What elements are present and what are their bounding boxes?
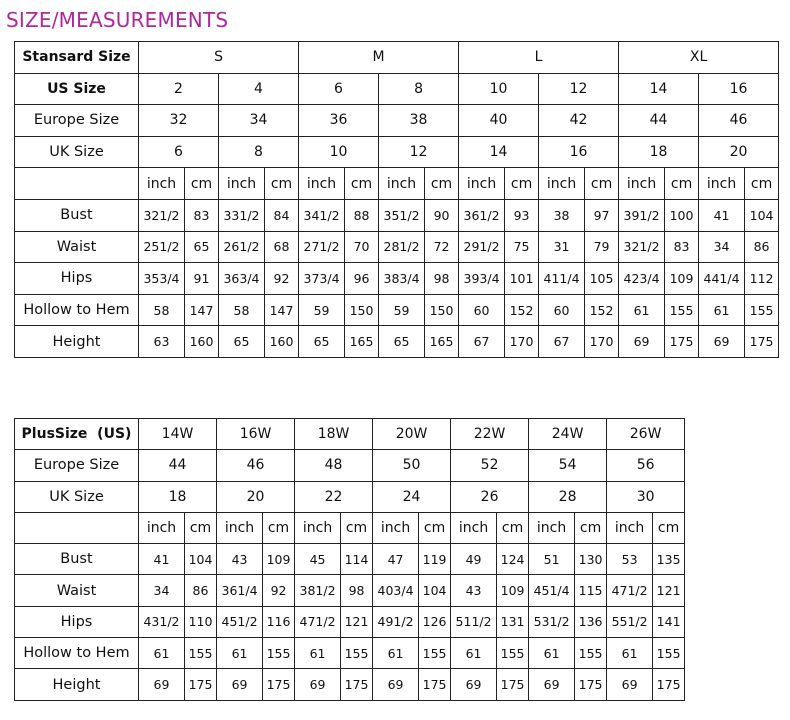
unit-inch-cell: inch <box>539 168 585 200</box>
unit-cm-cell: cm <box>653 512 685 543</box>
measurement-value: 61 <box>451 638 497 669</box>
unit-cm-cell: cm <box>263 512 295 543</box>
europe-size-cell: 36 <box>299 105 379 137</box>
uk-size-cell: 26 <box>451 481 529 512</box>
measurement-value: 155 <box>745 294 779 326</box>
measurement-value: 69 <box>529 669 575 700</box>
measurement-value: 175 <box>665 326 699 358</box>
us-size-cell: 10 <box>459 73 539 105</box>
measurement-value: 281/2 <box>379 231 425 263</box>
plus-measurement-row <box>15 669 765 700</box>
measurement-value: 41 <box>699 199 745 231</box>
measurement-label: Height <box>15 326 139 358</box>
measurement-value: 86 <box>185 575 217 606</box>
measurement-value: 152 <box>505 294 539 326</box>
us-size-cell: 12 <box>539 73 619 105</box>
measurement-label: Hips <box>15 606 139 637</box>
measurement-value: 69 <box>373 669 419 700</box>
size-group-cell: XL <box>619 42 779 74</box>
plus-europe-size-row <box>15 450 765 481</box>
measurement-value: 59 <box>299 294 345 326</box>
europe-size-cell: 50 <box>373 450 451 481</box>
measurement-value: 70 <box>345 231 379 263</box>
us-size-cell: 14 <box>619 73 699 105</box>
uk-size-cell: 30 <box>607 481 685 512</box>
page-title: SIZE/MEASUREMENTS <box>6 8 229 32</box>
measurement-value: 109 <box>665 263 699 295</box>
europe-size-cell: 34 <box>219 105 299 137</box>
measurement-value: 531/2 <box>529 606 575 637</box>
measurement-value: 68 <box>265 231 299 263</box>
measurement-value: 136 <box>575 606 607 637</box>
measurement-value: 69 <box>619 326 665 358</box>
measurement-value: 69 <box>139 669 185 700</box>
measurement-value: 58 <box>139 294 185 326</box>
europe-size-cell: 32 <box>139 105 219 137</box>
plus-us-size-cell: 22W <box>451 419 529 450</box>
measurement-value: 105 <box>585 263 619 295</box>
us-size-cell: 4 <box>219 73 299 105</box>
measurement-value: 431/2 <box>139 606 185 637</box>
measurement-value: 72 <box>425 231 459 263</box>
measurement-value: 65 <box>299 326 345 358</box>
unit-inch-cell: inch <box>619 168 665 200</box>
europe-size-cell: 38 <box>379 105 459 137</box>
measurement-value: 175 <box>497 669 529 700</box>
measurement-value: 175 <box>419 669 451 700</box>
plus-size-label: PlusSize (US) <box>15 419 139 450</box>
measurement-value: 361/2 <box>459 199 505 231</box>
measurement-value: 65 <box>185 231 219 263</box>
plus-measurement-row <box>15 638 765 669</box>
measurement-value: 96 <box>345 263 379 295</box>
measurement-value: 291/2 <box>459 231 505 263</box>
measurement-value: 141 <box>653 606 685 637</box>
measurement-value: 69 <box>451 669 497 700</box>
unit-cm-cell: cm <box>505 168 539 200</box>
europe-size-row <box>15 105 779 137</box>
measurement-value: 155 <box>653 638 685 669</box>
measurement-value: 251/2 <box>139 231 185 263</box>
measurement-value: 61 <box>529 638 575 669</box>
unit-inch-cell: inch <box>217 512 263 543</box>
unit-row <box>15 168 779 200</box>
measurement-value: 58 <box>219 294 265 326</box>
unit-cm-cell: cm <box>419 512 451 543</box>
unit-cm-cell: cm <box>185 512 217 543</box>
measurement-value: 67 <box>539 326 585 358</box>
unit-row-blank <box>15 512 139 543</box>
measurement-value: 471/2 <box>295 606 341 637</box>
measurement-value: 155 <box>341 638 373 669</box>
unit-cm-cell: cm <box>265 168 299 200</box>
measurement-row <box>15 326 779 358</box>
europe-size-cell: 44 <box>619 105 699 137</box>
measurement-value: 60 <box>539 294 585 326</box>
measurement-row <box>15 231 779 263</box>
measurement-value: 101 <box>505 263 539 295</box>
measurement-value: 124 <box>497 544 529 575</box>
measurement-value: 69 <box>699 326 745 358</box>
measurement-value: 97 <box>585 199 619 231</box>
measurement-value: 104 <box>419 575 451 606</box>
measurement-value: 155 <box>665 294 699 326</box>
measurement-label: Height <box>15 669 139 700</box>
uk-size-cell: 22 <box>295 481 373 512</box>
unit-cm-cell: cm <box>345 168 379 200</box>
measurement-value: 451/2 <box>217 606 263 637</box>
measurement-value: 61 <box>373 638 419 669</box>
europe-size-cell: 46 <box>699 105 779 137</box>
measurement-value: 86 <box>745 231 779 263</box>
uk-size-cell: 18 <box>619 136 699 168</box>
unit-cm-cell: cm <box>497 512 529 543</box>
measurement-row <box>15 199 779 231</box>
unit-cm-cell: cm <box>585 168 619 200</box>
measurement-label: Hollow to Hem <box>15 294 139 326</box>
us-size-cell: 6 <box>299 73 379 105</box>
measurement-value: 175 <box>263 669 295 700</box>
europe-size-cell: 54 <box>529 450 607 481</box>
europe-size-cell: 44 <box>139 450 217 481</box>
unit-cm-cell: cm <box>745 168 779 200</box>
uk-size-cell: 20 <box>217 481 295 512</box>
plus-us-size-row <box>15 419 765 450</box>
unit-inch-cell: inch <box>299 168 345 200</box>
measurement-value: 175 <box>745 326 779 358</box>
measurement-value: 114 <box>341 544 373 575</box>
unit-inch-cell: inch <box>139 168 185 200</box>
measurement-value: 109 <box>497 575 529 606</box>
measurement-value: 110 <box>185 606 217 637</box>
measurement-value: 116 <box>263 606 295 637</box>
measurement-value: 353/4 <box>139 263 185 295</box>
measurement-value: 363/4 <box>219 263 265 295</box>
measurement-value: 109 <box>263 544 295 575</box>
measurement-value: 131 <box>497 606 529 637</box>
measurement-value: 65 <box>219 326 265 358</box>
measurement-value: 160 <box>265 326 299 358</box>
uk-size-row <box>15 136 779 168</box>
plus-unit-row <box>15 512 765 543</box>
unit-inch-cell: inch <box>379 168 425 200</box>
measurement-value: 551/2 <box>607 606 653 637</box>
measurement-value: 381/2 <box>295 575 341 606</box>
uk-size-cell: 14 <box>459 136 539 168</box>
measurement-value: 351/2 <box>379 199 425 231</box>
europe-size-cell: 52 <box>451 450 529 481</box>
measurement-value: 83 <box>185 199 219 231</box>
measurement-value: 423/4 <box>619 263 665 295</box>
measurement-value: 104 <box>745 199 779 231</box>
europe-size-cell: 46 <box>217 450 295 481</box>
measurement-value: 98 <box>341 575 373 606</box>
measurement-value: 121 <box>341 606 373 637</box>
measurement-value: 341/2 <box>299 199 345 231</box>
unit-row-blank <box>15 168 139 200</box>
measurement-value: 51 <box>529 544 575 575</box>
measurement-value: 321/2 <box>619 231 665 263</box>
us-size-cell: 16 <box>699 73 779 105</box>
measurement-value: 61 <box>295 638 341 669</box>
measurement-value: 61 <box>699 294 745 326</box>
measurement-value: 175 <box>575 669 607 700</box>
measurement-value: 170 <box>585 326 619 358</box>
unit-cm-cell: cm <box>425 168 459 200</box>
measurement-value: 170 <box>505 326 539 358</box>
measurement-value: 67 <box>459 326 505 358</box>
size-label: Stansard Size <box>15 42 139 74</box>
measurement-value: 60 <box>459 294 505 326</box>
measurement-value: 165 <box>345 326 379 358</box>
plus-size-table <box>14 418 765 701</box>
uk-size-cell: 18 <box>139 481 217 512</box>
measurement-value: 38 <box>539 199 585 231</box>
measurement-label: Bust <box>15 199 139 231</box>
size-group-cell: L <box>459 42 619 74</box>
measurement-label: Hollow to Hem <box>15 638 139 669</box>
unit-inch-cell: inch <box>139 512 185 543</box>
measurement-label: Bust <box>15 544 139 575</box>
measurement-value: 471/2 <box>607 575 653 606</box>
measurement-value: 79 <box>585 231 619 263</box>
measurement-value: 84 <box>265 199 299 231</box>
europe-size-label: Europe Size <box>15 450 139 481</box>
plus-us-size-cell: 24W <box>529 419 607 450</box>
measurement-value: 31 <box>539 231 585 263</box>
uk-size-label: UK Size <box>15 481 139 512</box>
unit-inch-cell: inch <box>529 512 575 543</box>
unit-inch-cell: inch <box>373 512 419 543</box>
measurement-value: 271/2 <box>299 231 345 263</box>
measurement-value: 59 <box>379 294 425 326</box>
measurement-value: 383/4 <box>379 263 425 295</box>
unit-inch-cell: inch <box>699 168 745 200</box>
measurement-value: 61 <box>619 294 665 326</box>
plus-us-size-cell: 20W <box>373 419 451 450</box>
size-group-row <box>15 42 779 74</box>
measurement-value: 160 <box>185 326 219 358</box>
measurement-value: 165 <box>425 326 459 358</box>
us-size-label: US Size <box>15 73 139 105</box>
measurement-value: 451/4 <box>529 575 575 606</box>
unit-inch-cell: inch <box>607 512 653 543</box>
measurement-value: 112 <box>745 263 779 295</box>
measurement-value: 34 <box>139 575 185 606</box>
measurement-value: 98 <box>425 263 459 295</box>
unit-cm-cell: cm <box>341 512 373 543</box>
uk-size-cell: 6 <box>139 136 219 168</box>
measurement-value: 119 <box>419 544 451 575</box>
europe-size-label: Europe Size <box>15 105 139 137</box>
uk-size-cell: 28 <box>529 481 607 512</box>
measurement-value: 69 <box>295 669 341 700</box>
measurement-value: 49 <box>451 544 497 575</box>
plus-us-size-cell: 16W <box>217 419 295 450</box>
measurement-value: 147 <box>185 294 219 326</box>
measurement-value: 403/4 <box>373 575 419 606</box>
measurement-value: 261/2 <box>219 231 265 263</box>
measurement-value: 391/2 <box>619 199 665 231</box>
measurement-value: 47 <box>373 544 419 575</box>
measurement-value: 130 <box>575 544 607 575</box>
measurement-value: 126 <box>419 606 451 637</box>
measurement-value: 75 <box>505 231 539 263</box>
unit-inch-cell: inch <box>451 512 497 543</box>
us-size-row <box>15 73 779 105</box>
measurement-value: 88 <box>345 199 379 231</box>
measurement-value: 61 <box>607 638 653 669</box>
uk-size-cell: 20 <box>699 136 779 168</box>
measurement-value: 41 <box>139 544 185 575</box>
measurement-value: 491/2 <box>373 606 419 637</box>
uk-size-cell: 24 <box>373 481 451 512</box>
us-size-cell: 2 <box>139 73 219 105</box>
measurement-value: 155 <box>263 638 295 669</box>
measurement-value: 34 <box>699 231 745 263</box>
europe-size-cell: 56 <box>607 450 685 481</box>
measurement-value: 147 <box>265 294 299 326</box>
standard-size-table <box>14 41 779 358</box>
uk-size-cell: 10 <box>299 136 379 168</box>
measurement-value: 361/4 <box>217 575 263 606</box>
unit-inch-cell: inch <box>295 512 341 543</box>
measurement-value: 93 <box>505 199 539 231</box>
measurement-value: 135 <box>653 544 685 575</box>
measurement-row <box>15 294 779 326</box>
measurement-value: 411/4 <box>539 263 585 295</box>
measurement-value: 92 <box>263 575 295 606</box>
measurement-value: 69 <box>217 669 263 700</box>
measurement-value: 121 <box>653 575 685 606</box>
measurement-value: 321/2 <box>139 199 185 231</box>
measurement-value: 65 <box>379 326 425 358</box>
measurement-value: 373/4 <box>299 263 345 295</box>
measurement-value: 61 <box>217 638 263 669</box>
europe-size-cell: 48 <box>295 450 373 481</box>
measurement-value: 92 <box>265 263 299 295</box>
measurement-value: 100 <box>665 199 699 231</box>
measurement-value: 155 <box>575 638 607 669</box>
measurement-value: 175 <box>653 669 685 700</box>
measurement-value: 63 <box>139 326 185 358</box>
europe-size-cell: 40 <box>459 105 539 137</box>
measurement-value: 152 <box>585 294 619 326</box>
size-group-cell: M <box>299 42 459 74</box>
plus-measurement-row <box>15 575 765 606</box>
measurement-value: 155 <box>497 638 529 669</box>
plus-us-size-cell: 26W <box>607 419 685 450</box>
measurement-value: 115 <box>575 575 607 606</box>
measurement-value: 155 <box>419 638 451 669</box>
unit-cm-cell: cm <box>185 168 219 200</box>
plus-measurement-row <box>15 544 765 575</box>
measurement-value: 69 <box>607 669 653 700</box>
plus-uk-size-row <box>15 481 765 512</box>
measurement-value: 53 <box>607 544 653 575</box>
measurement-row <box>15 263 779 295</box>
blank-cell <box>685 419 765 701</box>
measurement-value: 393/4 <box>459 263 505 295</box>
measurement-label: Waist <box>15 231 139 263</box>
plus-us-size-cell: 14W <box>139 419 217 450</box>
us-size-cell: 8 <box>379 73 459 105</box>
uk-size-cell: 8 <box>219 136 299 168</box>
europe-size-cell: 42 <box>539 105 619 137</box>
unit-inch-cell: inch <box>459 168 505 200</box>
measurement-value: 91 <box>185 263 219 295</box>
measurement-value: 61 <box>139 638 185 669</box>
measurement-value: 43 <box>451 575 497 606</box>
plus-us-size-cell: 18W <box>295 419 373 450</box>
measurement-value: 150 <box>345 294 379 326</box>
unit-cm-cell: cm <box>665 168 699 200</box>
measurement-value: 175 <box>341 669 373 700</box>
measurement-value: 45 <box>295 544 341 575</box>
measurement-value: 511/2 <box>451 606 497 637</box>
measurement-label: Hips <box>15 263 139 295</box>
size-group-cell: S <box>139 42 299 74</box>
measurement-value: 331/2 <box>219 199 265 231</box>
measurement-value: 441/4 <box>699 263 745 295</box>
uk-size-cell: 16 <box>539 136 619 168</box>
measurement-value: 90 <box>425 199 459 231</box>
measurement-value: 83 <box>665 231 699 263</box>
plus-measurement-row <box>15 606 765 637</box>
measurement-value: 43 <box>217 544 263 575</box>
unit-inch-cell: inch <box>219 168 265 200</box>
unit-cm-cell: cm <box>575 512 607 543</box>
measurement-value: 175 <box>185 669 217 700</box>
measurement-label: Waist <box>15 575 139 606</box>
measurement-value: 150 <box>425 294 459 326</box>
uk-size-cell: 12 <box>379 136 459 168</box>
uk-size-label: UK Size <box>15 136 139 168</box>
measurement-value: 104 <box>185 544 217 575</box>
measurement-value: 155 <box>185 638 217 669</box>
